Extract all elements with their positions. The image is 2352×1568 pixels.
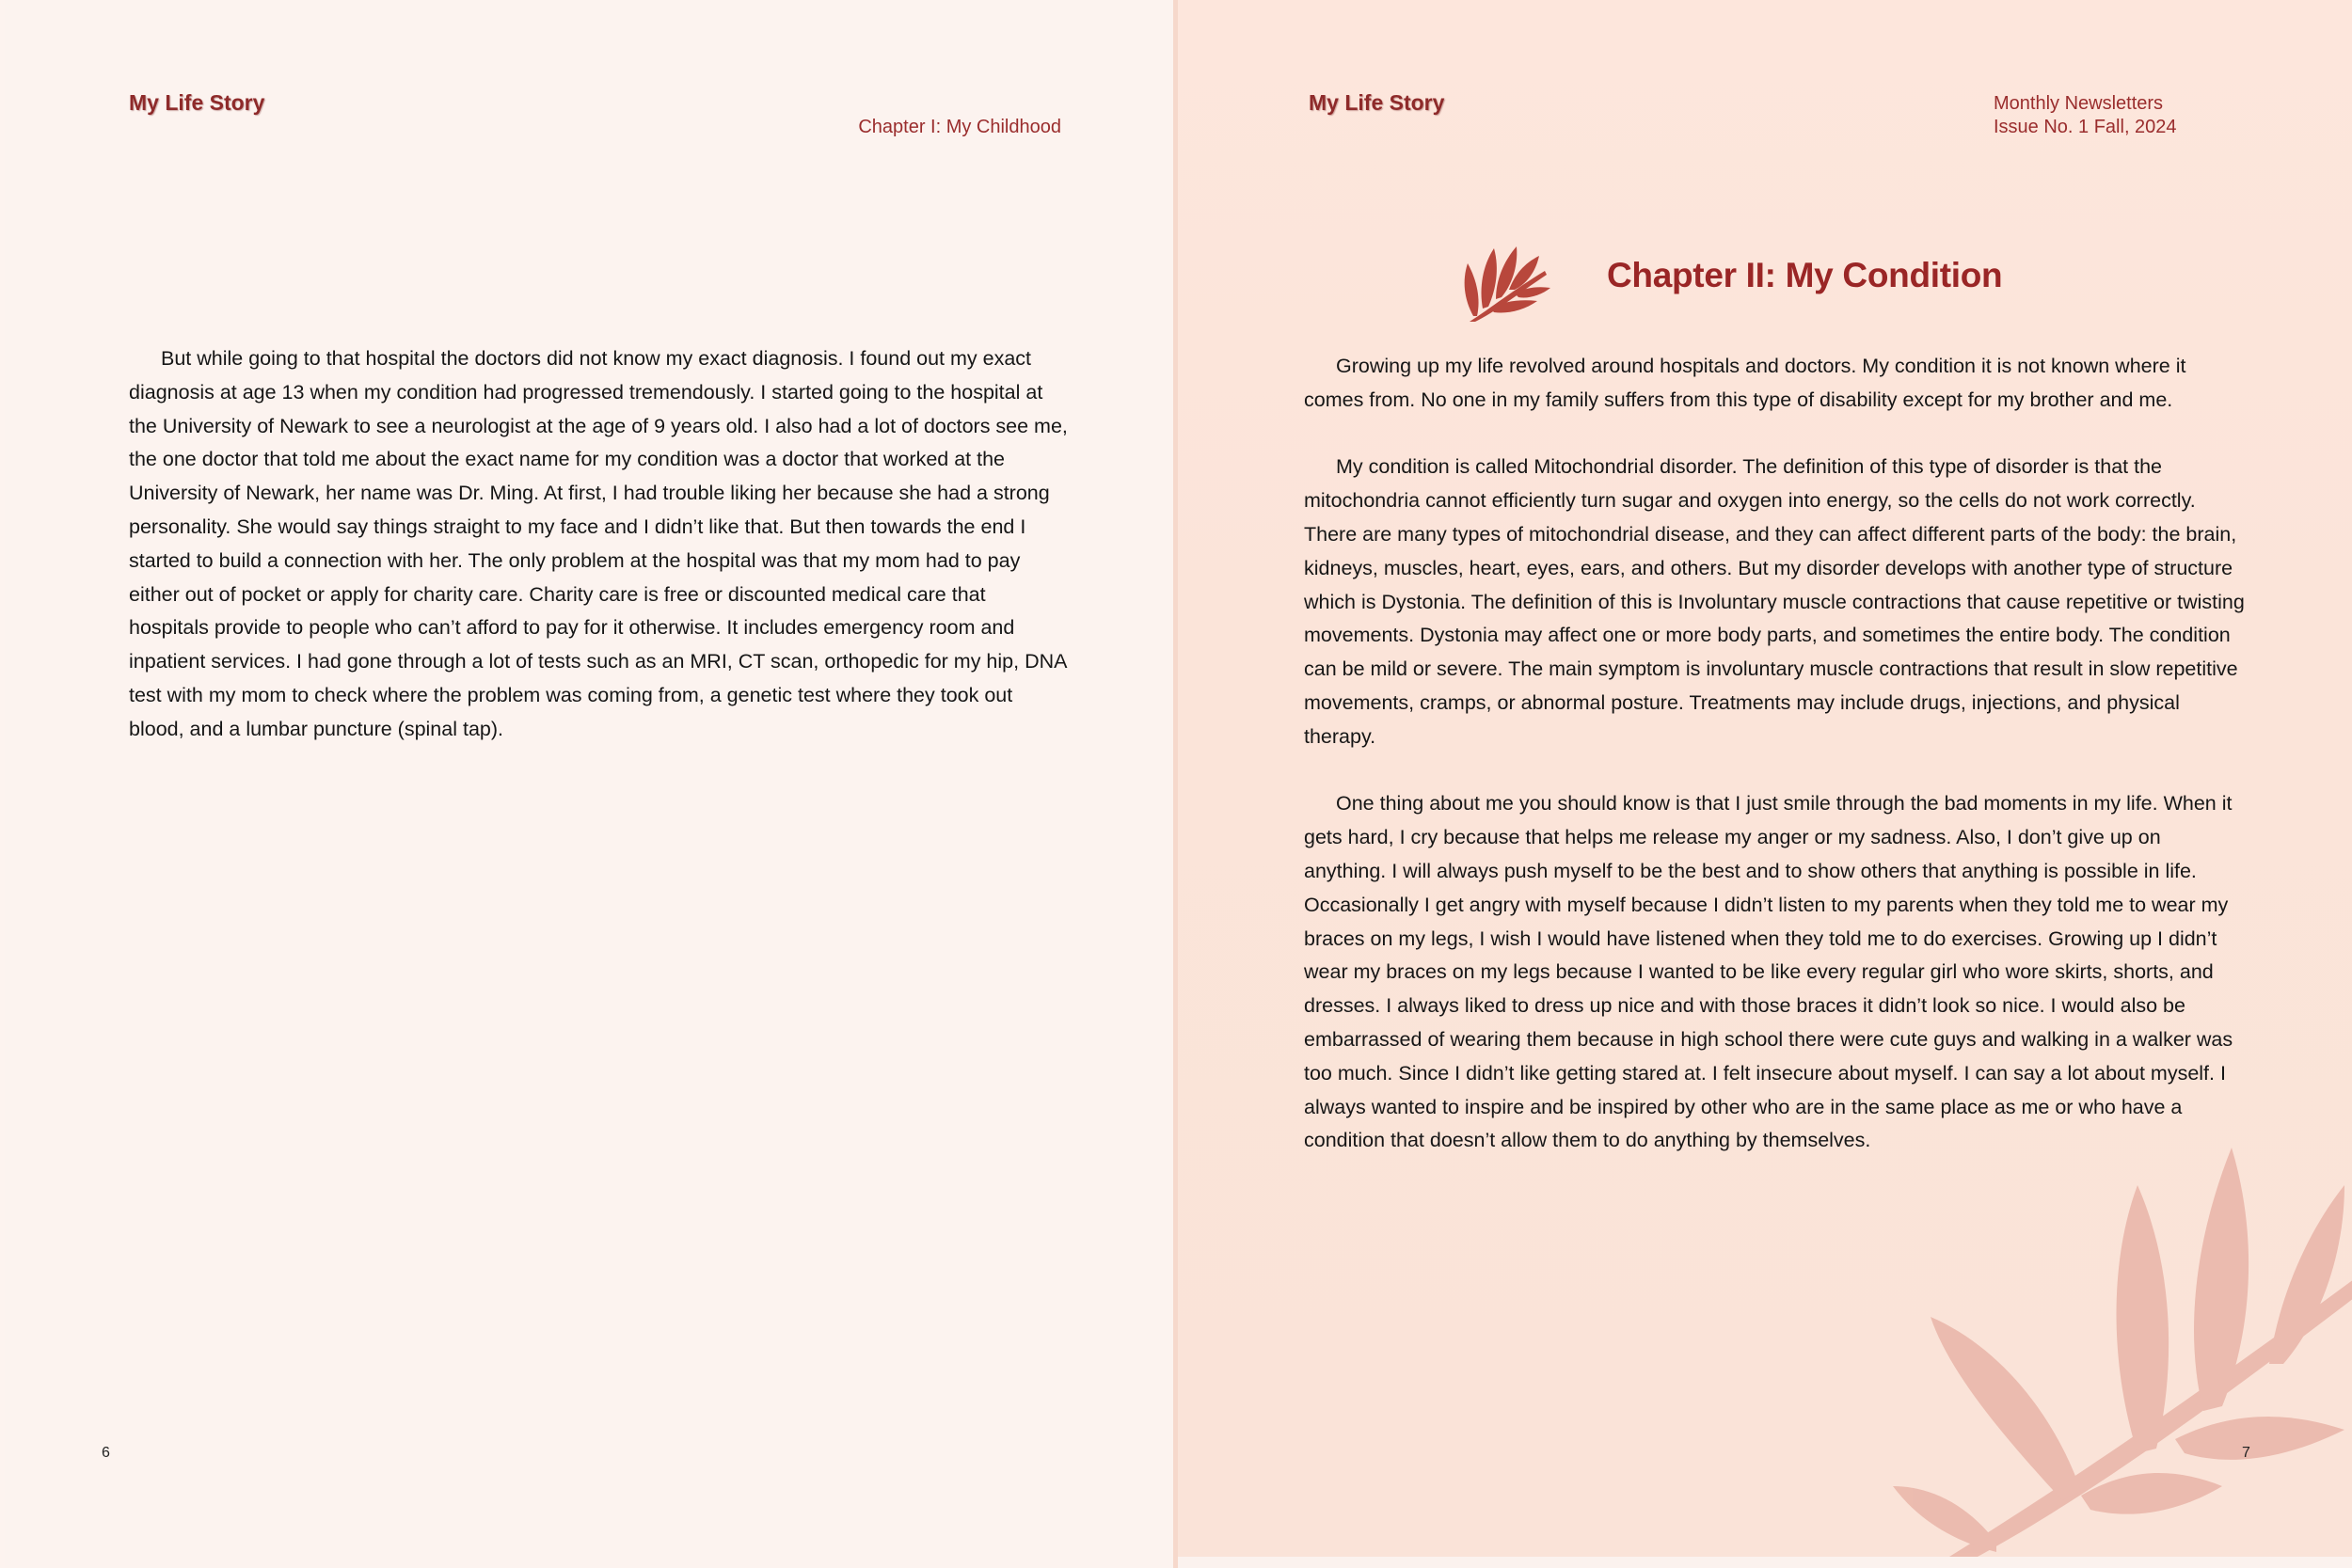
- newsletter-line-1: Monthly Newsletters: [1994, 93, 2164, 114]
- paragraph: Growing up my life revolved around hospitals and doctors. My condition it is not known where it comes from. No one in my family suffers from this type of disability except for my brother and me.: [1304, 355, 2186, 411]
- right-page: [1178, 0, 2352, 1557]
- page-number-right: 7: [2242, 1445, 2250, 1461]
- paragraph: My condition is called Mitochondrial disorder. The definition of this type of disorder is that the mitochondria cannot efficiently turn sugar and oxygen into energy, so the cells do not work correctly. There are many types of mitochondrial disease, and they can affect different parts of the body: the brain, kidneys, muscles, heart, eyes, ears, and others. But my disorder develops with another type of structure which is Dystonia. The definition of this is Involuntary muscle contractions that cause repetitive or twisting movements. Dystonia may affect one or more body parts, and sometimes the entire body. The condition can be mild or severe. The main symptom is involuntary muscle contractions that result in slow repetitive movements, cramps, or abnormal posture. Treatments may include drugs, injections, and physical therapy.: [1304, 455, 2245, 748]
- page-bottom-edge: [1178, 1557, 2352, 1568]
- paragraph: But while going to that hospital the doctors did not know my exact diagnosis. I found out my exact diagnosis at age 13 when my condition had progressed tremendously. I started going to the hospital at the University of Newark to see a neurologist at the age of 9 years old. I also had a lot of doctors see me, the one doctor that told me about the exact name for my condition was a doctor that worked at the University of Newark, her name was Dr. Ming. At first, I had trouble liking her because she had a strong personality. She would say things straight to my face and I didn’t like that. But then towards the end I started to build a connection with her. The only problem at the hospital was that my mom had to pay either out of pocket or apply for charity care. Charity care is free or discounted medical care that hospitals provide to people who can’t afford to pay for it otherwise. It includes emergency room and inpatient services. I had gone through a lot of tests such as an MRI, CT scan, orthopedic for my hip, DNA test with my mom to check where the problem was coming from, a genetic test where they took out blood, and a lumbar puncture (spinal tap).: [129, 347, 1068, 740]
- chapter-heading: Chapter II: My Condition: [1607, 256, 2003, 294]
- leaf-branch-icon: [1893, 1129, 2352, 1557]
- leaf-sprig-icon: [1462, 243, 1552, 322]
- chapter-label-left: Chapter I: My Childhood: [858, 117, 1061, 137]
- right-body-text: [1304, 350, 2245, 1192]
- left-page: [5, 0, 1176, 1568]
- running-title-left: My Life Story: [129, 90, 265, 115]
- newsletter-line-2: Issue No. 1 Fall, 2024: [1994, 117, 2177, 137]
- page-number-left: 6: [102, 1445, 110, 1461]
- paragraph: One thing about me you should know is that I just smile through the bad moments in my life. When it gets hard, I cry because that helps me release my anger or my sadness. Also, I don’t give up on anything. I will always push myself to be the best and to show others that anything is possible in life. Occasionally I get angry with myself because I didn’t listen to my parents when they told me to wear my braces on my legs, I wish I would have listened when they told me to do exercises. Growing up I didn’t wear my braces on my legs because I wanted to be like every regular girl who wore skirts, shorts, and dresses. I always liked to dress up nice and with those braces it didn’t look so nice. I would also be embarrassed of wearing them because in high school there were cute guys and walking in a walker was too much. Since I didn’t like getting stared at. I felt insecure about myself. I can say a lot about myself. I always wanted to inspire and be inspired by other who are in the same place as me or who have a condition that doesn’t allow them to do anything by themselves.: [1304, 792, 2233, 1152]
- left-body-text: [129, 342, 1070, 780]
- running-title-right: My Life Story: [1309, 90, 1445, 115]
